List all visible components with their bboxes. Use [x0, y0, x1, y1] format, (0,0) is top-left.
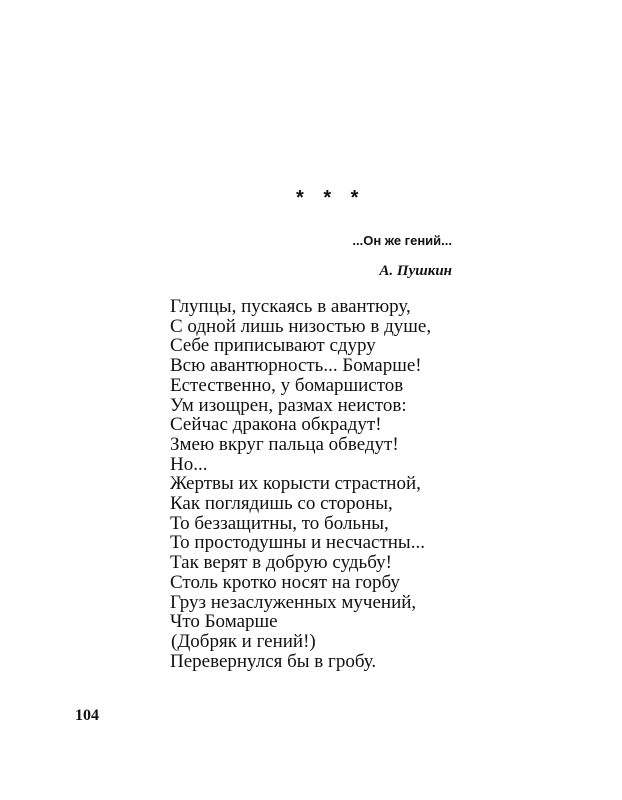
- poem: [170, 297, 431, 671]
- poem-line: Жертвы их корысти страстной,: [170, 473, 421, 495]
- poem-line: Змею вкруг пальца обведут!: [170, 433, 399, 455]
- section-marker: * * *: [296, 187, 366, 209]
- poem-line: Так верят в добрую судьбу!: [170, 552, 392, 574]
- poem-line: Всю авантюрность... Бомарше!: [170, 355, 422, 377]
- poem-line: То беззащитны, то больны,: [170, 512, 389, 534]
- poem-line: С одной лишь низостью в душе,: [170, 315, 432, 337]
- poem-line: То простодушны и несчастны...: [170, 532, 425, 554]
- poem-line: Себе приписывают сдуру: [170, 335, 376, 357]
- poem-line: Как поглядишь со стороны,: [170, 493, 393, 515]
- page-number: 104: [75, 707, 99, 724]
- poem-line: Сейчас дракона обкрадут!: [170, 414, 382, 436]
- poem-line: (Добряк и гений!): [171, 630, 316, 652]
- poem-line: Ум изощрен, размах неистов:: [170, 394, 407, 416]
- poem-line: Перевернулся бы в гробу.: [170, 650, 377, 672]
- poem-line: Груз незаслуженных мучений,: [170, 591, 417, 613]
- poem-line: Столь кротко носят на горбу: [170, 571, 400, 593]
- poem-line: Естественно, у бомаршистов: [170, 374, 404, 396]
- poem-line: Но...: [170, 453, 208, 475]
- poem-line: Что Бомарше: [170, 611, 278, 633]
- epigraph-text: ...Он же гений...: [352, 233, 452, 248]
- epigraph-author: А. Пушкин: [379, 263, 452, 279]
- poem-line: Глупцы, пускаясь в авантюру,: [170, 296, 411, 317]
